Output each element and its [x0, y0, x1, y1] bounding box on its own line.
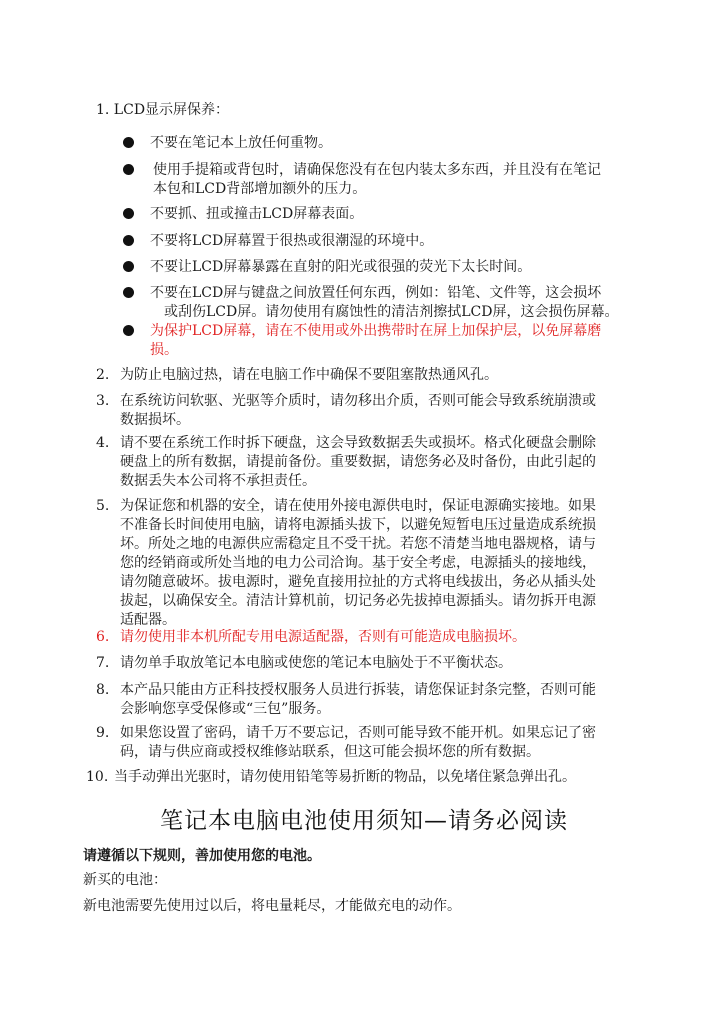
lcd-bullet-2: 使用手提箱或背包时，请确保您没有在包内装太多东西，并且没有在笔记 本包和LCD背部增加额外的压力。 [153, 161, 653, 199]
bullet-dot [123, 164, 134, 175]
lcd-bullet-4: 不要将LCD屏幕置于很热或很潮湿的环境中。 [150, 232, 650, 251]
lcd-care-heading: 1. LCD显示屏保养： [96, 102, 230, 118]
lcd-bullet-1: 不要在笔记本上放任何重物。 [150, 134, 650, 153]
bullet-dot [123, 261, 134, 272]
bullet-dot [123, 208, 134, 219]
battery-intro: 请遵循以下规则，善加使用您的电池。 [83, 848, 321, 864]
lcd-bullet-7-warning: 为保护LCD屏幕，请在不使用或外出携带时在屏上加保护层，以免屏幕磨 损。 [150, 322, 650, 360]
battery-section-title: 笔记本电脑电池使用须知—请务必阅读 [160, 808, 568, 834]
lcd-bullet-6: 不要在LCD屏与键盘之间放置任何东西，例如：铅笔、文件等，这会损坏 或刮伤LCD屏。请勿使用有腐蚀性的清洁剂擦拭LCD屏，这会损伤屏幕。 [150, 284, 650, 322]
document-page: 1. LCD显示屏保养： 不要在笔记本上放任何重物。 使用手提箱或背包时，请确保您没有在包内装太多东西，并且没有在笔记 本包和LCD背部增加额外的压力。 不要抓、扭或撞击LCD屏幕表面。 不要将LCD屏幕置于很热或很潮湿的环境中。 不要让LCD屏幕暴露在直射的阳光或很强的荧光下太长时间。 不要在LCD屏与键盘之间放置任何东西，例如：铅笔、文件等，这会损坏 或刮伤LCD屏。请勿使用有腐蚀性的清洁剂擦拭LCD屏，这会损伤屏幕。 为保护LCD屏幕，请在不使用或外出携带时在屏上加保护层，以免屏幕磨 损。 2. 为防止电脑过热，请在电脑工作中确保不要阻塞散热通风孔。 3. 在系统访问软驱、光驱等介质时，请勿移出介质，否则可能会导致系统崩溃或 数据损坏。 4. 请不要在系统工作时拆下硬盘，这会导致数据丢失或损坏。格式化硬盘会删除 硬盘上的所有数据，请提前备份。重要数据，请您务必及时备份，由此引起的 数据丢失本公司将不承担责任。 5. 为保证您和机器的安全，请在使用外接电源供电时，保证电源确实接地。如果 不准备长时间使用电脑，请将电源插头拔下，以避免短暂电压过量造成系统损 坏。所处之地的电源供应需稳定且不受干扰。若您不清楚当地电器规格，请与 您的经销商或所处当地的电力公司洽询。基于安全考虑，电源插头的接地线， 请勿随意破坏。拔电源时，避免直接用拉扯的方式将电线拔出，务必从插头处 拔起，以确保安全。清洁计算机前，切记务必先拔掉电源插头。请勿拆开电源 适配器。 6. 请勿使用非本机所配专用电源适配器，否则有可能造成电脑损坏。 7. 请勿单手取放笔记本电脑或使您的笔记本电脑处于不平衡状态。 8. 本产品只能由方正科技授权服务人员进行拆装，请您保证封条完整，否则可能 会影响您享受保修或“三包”服务。 9. 如果您设置了密码，请千万不要忘记，否则可能导致不能开机。如果忘记了密 码，请与供应商或授权维修站联系，但这可能会损坏您的所有数据。 10. 当手动弹出光驱时，请勿使用铅笔等易折断的物品，以免堵住紧急弹出孔。 笔记本电脑电池使用须知—请务必阅读 请遵循以下规则，善加使用您的电池。 新买的电池： 新电池需要先使用过以后，将电量耗尽，才能做充电的动作。 [0, 0, 728, 1034]
bullet-dot [123, 287, 134, 298]
new-battery-text: 新电池需要先使用过以后，将电量耗尽，才能做充电的动作。 [83, 898, 461, 914]
bullet-dot [123, 137, 134, 148]
bullet-dot [123, 325, 134, 336]
bullet-dot [123, 235, 134, 246]
new-battery-heading: 新买的电池： [83, 872, 167, 888]
lcd-bullet-3: 不要抓、扭或撞击LCD屏幕表面。 [150, 205, 650, 224]
lcd-bullet-5: 不要让LCD屏幕暴露在直射的阳光或很强的荧光下太长时间。 [150, 258, 650, 277]
